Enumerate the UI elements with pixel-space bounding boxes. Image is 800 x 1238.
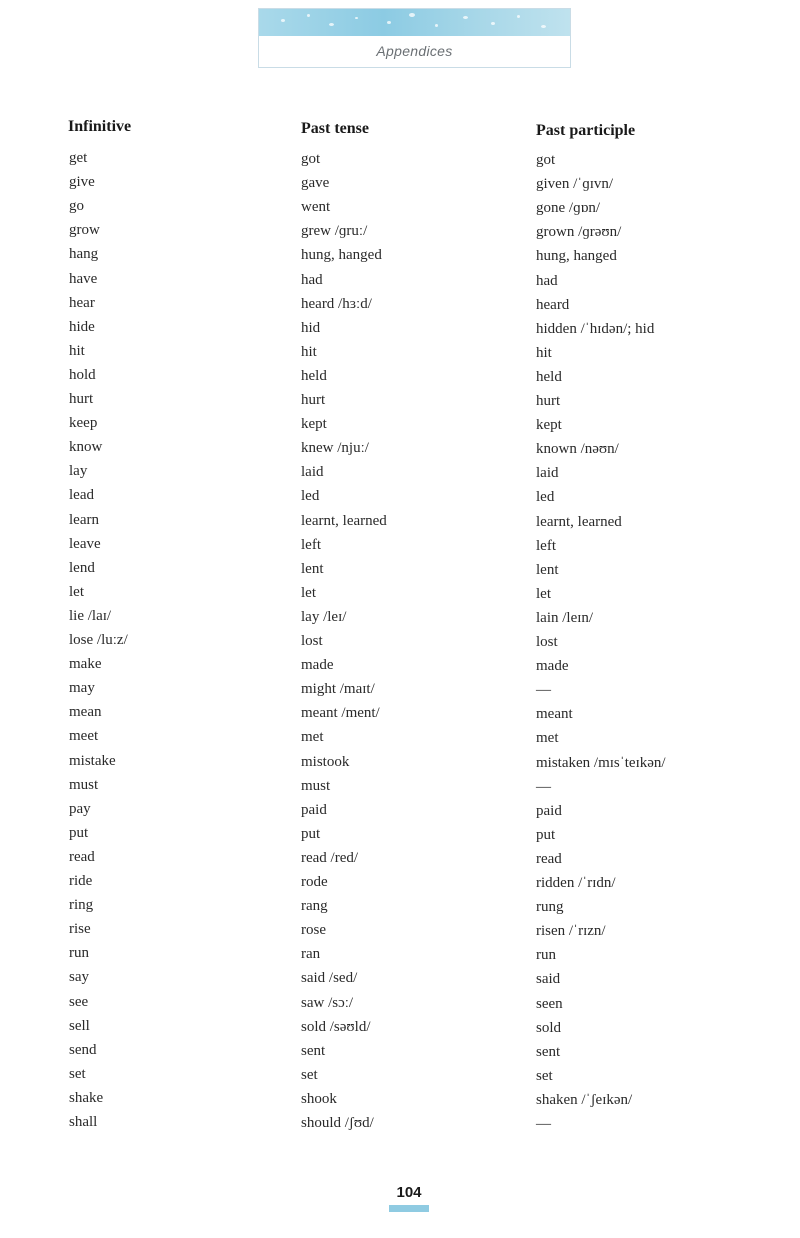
past-tense-cell: got — [301, 151, 321, 167]
infinitive-cell: get — [69, 150, 88, 166]
past-participle-cell: mistaken /mɪsˈteɪkən/ — [536, 755, 666, 771]
infinitive-cell: ride — [69, 873, 93, 889]
past-tense-cell: ran — [301, 946, 321, 962]
past-participle-cell: ridden /ˈrɪdn/ — [536, 875, 616, 891]
past-tense-cell: shook — [301, 1091, 337, 1107]
past-tense-cell: rode — [301, 874, 328, 890]
past-participle-cell: lain /leɪn/ — [536, 610, 594, 626]
infinitive-cell: see — [69, 994, 89, 1010]
past-tense-cell: paid — [301, 802, 327, 818]
past-participle-cell: risen /ˈrɪzn/ — [536, 923, 606, 939]
infinitive-cell: have — [69, 271, 98, 287]
past-participle-cell: meant — [536, 706, 573, 722]
infinitive-cell: hang — [69, 246, 99, 262]
infinitive-cell: shall — [69, 1114, 98, 1130]
infinitive-cell: run — [69, 945, 89, 961]
past-participle-cell: — — [536, 779, 551, 795]
infinitive-cell: let — [69, 584, 84, 600]
past-tense-cell: grew /ɡruː/ — [301, 223, 368, 239]
past-tense-cell: went — [301, 199, 331, 215]
past-tense-cell: left — [301, 537, 321, 553]
past-participle-cell: said — [536, 971, 561, 987]
past-tense-cell: must — [301, 778, 331, 794]
past-tense-cell: should /ʃʊd/ — [301, 1115, 374, 1131]
infinitive-cell: lead — [69, 487, 94, 503]
past-tense-cell: said /sed/ — [301, 970, 358, 986]
infinitive-cell: leave — [69, 536, 101, 552]
past-participle-cell: left — [536, 538, 556, 554]
past-tense-cell: saw /sɔː/ — [301, 995, 354, 1011]
infinitive-cell: read — [69, 849, 95, 865]
past-participle-cell: lent — [536, 562, 559, 578]
infinitive-cell: lose /luːz/ — [69, 632, 128, 648]
infinitive-cell: mean — [69, 704, 102, 720]
infinitive-cell: ring — [69, 897, 94, 913]
past-participle-cell: met — [536, 730, 559, 746]
past-tense-cell: lay /leɪ/ — [301, 609, 347, 625]
past-tense-cell: put — [301, 826, 321, 842]
infinitive-cell: grow — [69, 222, 100, 238]
past-participle-cell: held — [536, 369, 562, 385]
past-participle-cell: seen — [536, 996, 563, 1012]
infinitive-cell: put — [69, 825, 89, 841]
past-tense-cell: lost — [301, 633, 323, 649]
infinitive-cell: meet — [69, 728, 99, 744]
infinitive-cell: hear — [69, 295, 95, 311]
infinitive-cell: learn — [69, 512, 99, 528]
column-header-past-participle: Past participle — [536, 122, 636, 139]
past-tense-cell: heard /hɜːd/ — [301, 296, 372, 312]
infinitive-cell: make — [69, 656, 102, 672]
section-title: Appendices — [376, 43, 453, 59]
page-number — [389, 1181, 429, 1212]
past-participle-cell: put — [536, 827, 556, 843]
past-participle-cell: heard — [536, 297, 570, 313]
past-participle-cell: rung — [536, 899, 564, 915]
past-participle-cell: — — [536, 1116, 551, 1132]
section-header — [258, 8, 571, 68]
infinitive-cell: lend — [69, 560, 95, 576]
infinitive-cell: hold — [69, 367, 96, 383]
past-participle-cell: read — [536, 851, 562, 867]
past-tense-cell: met — [301, 729, 324, 745]
infinitive-cell: shake — [69, 1090, 104, 1106]
infinitive-cell: go — [69, 198, 84, 214]
past-tense-cell: hid — [301, 320, 321, 336]
infinitive-cell: keep — [69, 415, 98, 431]
past-participle-cell: hit — [536, 345, 552, 361]
past-tense-cell: had — [301, 272, 323, 288]
past-tense-cell: mistook — [301, 754, 350, 770]
past-tense-cell: meant /ment/ — [301, 705, 380, 721]
past-tense-cell: read /red/ — [301, 850, 359, 866]
infinitive-cell: say — [69, 969, 89, 985]
past-tense-cell: set — [301, 1067, 318, 1083]
past-participle-cell: gone /ɡɒn/ — [536, 200, 601, 216]
column-header-past-tense: Past tense — [301, 120, 369, 137]
past-participle-cell: shaken /ˈʃeɪkən/ — [536, 1092, 633, 1108]
infinitive-cell: mistake — [69, 753, 116, 769]
past-participle-cell: run — [536, 947, 556, 963]
past-tense-cell: rose — [301, 922, 326, 938]
past-participle-cell: grown /ɡrəʊn/ — [536, 224, 622, 240]
page-number-accent-bar — [389, 1205, 429, 1212]
infinitive-cell: may — [69, 680, 95, 696]
past-participle-cell: hung, hanged — [536, 248, 617, 264]
past-tense-cell: let — [301, 585, 316, 601]
past-participle-cell: hurt — [536, 393, 561, 409]
page-number-label: 104 — [396, 1184, 422, 1201]
past-participle-cell: sent — [536, 1044, 561, 1060]
past-tense-cell: hung, hanged — [301, 247, 382, 263]
infinitive-cell: sell — [69, 1018, 90, 1034]
past-participle-cell: learnt, learned — [536, 514, 622, 530]
past-tense-cell: made — [301, 657, 334, 673]
header-decorative-strip — [259, 9, 570, 36]
past-tense-cell: gave — [301, 175, 330, 191]
past-participle-cell: kept — [536, 417, 562, 433]
past-participle-cell: got — [536, 152, 556, 168]
past-tense-cell: held — [301, 368, 327, 384]
past-tense-cell: laid — [301, 464, 324, 480]
infinitive-cell: hide — [69, 319, 95, 335]
past-tense-cell: kept — [301, 416, 327, 432]
past-participle-cell: let — [536, 586, 551, 602]
past-participle-cell: hidden /ˈhɪdən/; hid — [536, 321, 655, 337]
past-participle-cell: set — [536, 1068, 553, 1084]
past-participle-cell: led — [536, 489, 555, 505]
infinitive-cell: send — [69, 1042, 97, 1058]
past-tense-cell: lent — [301, 561, 324, 577]
past-tense-cell: hit — [301, 344, 317, 360]
column-header-infinitive: Infinitive — [68, 118, 132, 135]
past-participle-cell: known /nəʊn/ — [536, 441, 619, 457]
past-tense-cell: led — [301, 488, 320, 504]
past-participle-cell: made — [536, 658, 569, 674]
infinitive-cell: lay — [69, 463, 88, 479]
infinitive-cell: pay — [69, 801, 91, 817]
infinitive-cell: rise — [69, 921, 91, 937]
past-tense-cell: hurt — [301, 392, 326, 408]
past-participle-cell: had — [536, 273, 558, 289]
past-participle-cell: sold — [536, 1020, 562, 1036]
past-tense-cell: might /maɪt/ — [301, 681, 375, 697]
past-tense-cell: sent — [301, 1043, 326, 1059]
past-tense-cell: learnt, learned — [301, 513, 387, 529]
past-participle-cell: — — [536, 682, 551, 698]
infinitive-cell: hurt — [69, 391, 94, 407]
infinitive-cell: know — [69, 439, 103, 455]
infinitive-cell: set — [69, 1066, 86, 1082]
past-participle-cell: laid — [536, 465, 559, 481]
past-participle-cell: given /ˈɡɪvn/ — [536, 176, 614, 192]
past-tense-cell: rang — [301, 898, 328, 914]
past-tense-cell: sold /səʊld/ — [301, 1019, 371, 1035]
past-participle-cell: lost — [536, 634, 558, 650]
infinitive-cell: hit — [69, 343, 85, 359]
infinitive-cell: lie /laɪ/ — [69, 608, 112, 624]
past-participle-cell: paid — [536, 803, 562, 819]
infinitive-cell: give — [69, 174, 95, 190]
past-tense-cell: knew /njuː/ — [301, 440, 369, 456]
infinitive-cell: must — [69, 777, 99, 793]
